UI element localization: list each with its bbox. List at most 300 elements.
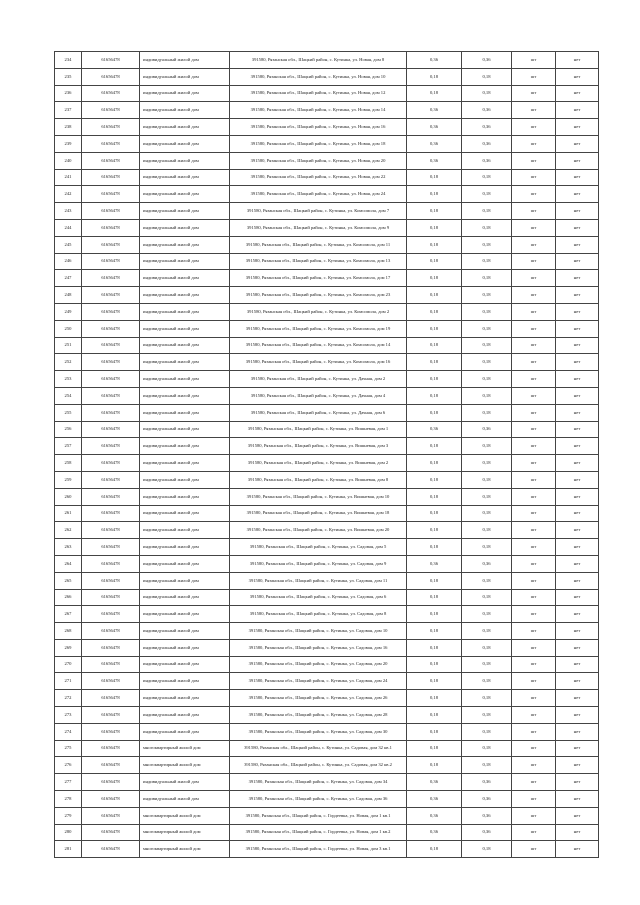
value-a-cell: 0,18 xyxy=(407,169,462,186)
flag-cell: нет xyxy=(556,740,599,757)
oktmo-code-cell: 61656478 xyxy=(82,152,140,169)
row-number-cell: 246 xyxy=(55,253,82,270)
building-type-cell: индивидуальный жилой дом xyxy=(140,371,230,388)
flag-cell: нет xyxy=(556,774,599,791)
unit-cell: шт xyxy=(512,152,556,169)
building-type-cell: индивидуальный жилой дом xyxy=(140,219,230,236)
value-a-cell: 0,18 xyxy=(407,740,462,757)
building-type-cell: многоквартирный жилой дом xyxy=(140,757,230,774)
flag-cell: нет xyxy=(556,270,599,287)
oktmo-code-cell: 61656478 xyxy=(82,824,140,841)
address-cell: 391580, Рязанская обл., Шацкий район, с. Кутинка, ул. Садовая, дом 32 кв.2 xyxy=(230,757,407,774)
value-a-cell: 0,18 xyxy=(407,841,462,858)
address-cell: 391580, Рязанская обл., Шацкий район, с. Кутинка, ул. Вишневая, дом 8 xyxy=(230,471,407,488)
address-cell: 391580, Рязанская обл., Шацкий район, с. Кутинка, ул. Новая, дом 10 xyxy=(230,68,407,85)
building-type-cell: индивидуальный жилой дом xyxy=(140,135,230,152)
unit-cell: шт xyxy=(512,337,556,354)
value-b-cell: 0,18 xyxy=(462,387,512,404)
oktmo-code-cell: 61656478 xyxy=(82,253,140,270)
flag-cell: нет xyxy=(556,488,599,505)
table-row xyxy=(55,791,599,808)
value-a-cell: 0,36 xyxy=(407,824,462,841)
building-type-cell: индивидуальный жилой дом xyxy=(140,471,230,488)
building-type-cell: индивидуальный жилой дом xyxy=(140,253,230,270)
table-row xyxy=(55,723,599,740)
row-number-cell: 270 xyxy=(55,656,82,673)
value-a-cell: 0,18 xyxy=(407,623,462,640)
address-cell: 391580, Рязанская обл., Шацкий район, с. Кутинка, ул. Комсомола, дом 2 xyxy=(230,303,407,320)
unit-cell: шт xyxy=(512,471,556,488)
row-number-cell: 241 xyxy=(55,169,82,186)
building-type-cell: индивидуальный жилой дом xyxy=(140,673,230,690)
oktmo-code-cell: 61656478 xyxy=(82,270,140,287)
flag-cell: нет xyxy=(556,287,599,304)
address-cell: 391580, Рязанская обл., Шацкий район, с. Кутинка, ул. Садовая, дом 24 xyxy=(230,673,407,690)
value-b-cell: 0,18 xyxy=(462,522,512,539)
oktmo-code-cell: 61656478 xyxy=(82,387,140,404)
unit-cell: шт xyxy=(512,102,556,119)
building-type-cell: индивидуальный жилой дом xyxy=(140,236,230,253)
building-type-cell: индивидуальный жилой дом xyxy=(140,555,230,572)
flag-cell: нет xyxy=(556,186,599,203)
row-number-cell: 245 xyxy=(55,236,82,253)
building-type-cell: индивидуальный жилой дом xyxy=(140,186,230,203)
flag-cell: нет xyxy=(556,606,599,623)
building-type-cell: индивидуальный жилой дом xyxy=(140,505,230,522)
flag-cell: нет xyxy=(556,438,599,455)
table-row xyxy=(55,236,599,253)
row-number-cell: 275 xyxy=(55,740,82,757)
row-number-cell: 281 xyxy=(55,841,82,858)
unit-cell: шт xyxy=(512,119,556,136)
table-row xyxy=(55,371,599,388)
value-a-cell: 0,18 xyxy=(407,438,462,455)
oktmo-code-cell: 61656478 xyxy=(82,539,140,556)
oktmo-code-cell: 61656478 xyxy=(82,723,140,740)
unit-cell: шт xyxy=(512,354,556,371)
flag-cell: нет xyxy=(556,169,599,186)
oktmo-code-cell: 61656478 xyxy=(82,555,140,572)
flag-cell: нет xyxy=(556,303,599,320)
table-row xyxy=(55,152,599,169)
value-b-cell: 0,18 xyxy=(462,673,512,690)
flag-cell: нет xyxy=(556,119,599,136)
value-a-cell: 0,18 xyxy=(407,606,462,623)
oktmo-code-cell: 61656478 xyxy=(82,371,140,388)
value-a-cell: 0,18 xyxy=(407,270,462,287)
value-a-cell: 0,18 xyxy=(407,690,462,707)
unit-cell: шт xyxy=(512,488,556,505)
building-type-cell: многоквартирный жилой дом xyxy=(140,824,230,841)
flag-cell: нет xyxy=(556,505,599,522)
value-b-cell: 0,36 xyxy=(462,555,512,572)
row-number-cell: 248 xyxy=(55,287,82,304)
flag-cell: нет xyxy=(556,555,599,572)
flag-cell: нет xyxy=(556,707,599,724)
address-cell: 391580, Рязанская обл., Шацкий район, с. Кутинка, ул. Комсомола, дом 19 xyxy=(230,320,407,337)
value-a-cell: 0,18 xyxy=(407,354,462,371)
row-number-cell: 255 xyxy=(55,404,82,421)
value-b-cell: 0,18 xyxy=(462,656,512,673)
row-number-cell: 244 xyxy=(55,219,82,236)
table-row xyxy=(55,303,599,320)
address-cell: 391580, Рязанская обл., Шацкий район, с. Кутинка, ул. Садовая, дом 11 xyxy=(230,572,407,589)
building-type-cell: многоквартирный жилой дом xyxy=(140,841,230,858)
value-b-cell: 0,18 xyxy=(462,589,512,606)
table-row xyxy=(55,505,599,522)
address-cell: 391580, Рязанская обл., Шацкий район, с. Кутинка, ул. Садовая, дом 28 xyxy=(230,707,407,724)
value-a-cell: 0,18 xyxy=(407,656,462,673)
value-b-cell: 0,18 xyxy=(462,471,512,488)
row-number-cell: 264 xyxy=(55,555,82,572)
oktmo-code-cell: 61656478 xyxy=(82,656,140,673)
oktmo-code-cell: 61656478 xyxy=(82,807,140,824)
oktmo-code-cell: 61656478 xyxy=(82,68,140,85)
address-cell: 391580, Рязанская обл., Шацкий район, с. Кутинка, ул. Новая, дом 14 xyxy=(230,102,407,119)
address-cell: 391580, Рязанская обл., Шацкий район, с. Кутинка, ул. Садовая, дом 34 xyxy=(230,774,407,791)
row-number-cell: 237 xyxy=(55,102,82,119)
value-b-cell: 0,18 xyxy=(462,320,512,337)
oktmo-code-cell: 61656478 xyxy=(82,707,140,724)
value-b-cell: 0,18 xyxy=(462,723,512,740)
flag-cell: нет xyxy=(556,320,599,337)
value-b-cell: 0,18 xyxy=(462,203,512,220)
value-a-cell: 0,18 xyxy=(407,455,462,472)
row-number-cell: 235 xyxy=(55,68,82,85)
value-b-cell: 0,18 xyxy=(462,371,512,388)
table-row xyxy=(55,555,599,572)
address-cell: 391580, Рязанская обл., Шацкий район, с. Кутинка, ул. Комсомола, дом 16 xyxy=(230,354,407,371)
flag-cell: нет xyxy=(556,219,599,236)
row-number-cell: 234 xyxy=(55,52,82,69)
table-row xyxy=(55,572,599,589)
value-a-cell: 0,18 xyxy=(407,757,462,774)
address-cell: 391580, Рязанская обл., Шацкий район, с. Кутинка, ул. Новая, дом 12 xyxy=(230,85,407,102)
unit-cell: шт xyxy=(512,320,556,337)
building-type-cell: индивидуальный жилой дом xyxy=(140,303,230,320)
oktmo-code-cell: 61656478 xyxy=(82,673,140,690)
building-type-cell: индивидуальный жилой дом xyxy=(140,421,230,438)
row-number-cell: 254 xyxy=(55,387,82,404)
oktmo-code-cell: 61656478 xyxy=(82,186,140,203)
row-number-cell: 279 xyxy=(55,807,82,824)
value-b-cell: 0,18 xyxy=(462,186,512,203)
unit-cell: шт xyxy=(512,673,556,690)
unit-cell: шт xyxy=(512,303,556,320)
table-row xyxy=(55,623,599,640)
flag-cell: нет xyxy=(556,203,599,220)
value-b-cell: 0,18 xyxy=(462,287,512,304)
flag-cell: нет xyxy=(556,152,599,169)
address-cell: 391580, Рязанская обл., Шацкий район, с. Кутинка, ул. Вишневая, дом 3 xyxy=(230,438,407,455)
address-cell: 391580, Рязанская обл., Шацкий район, с. Кутинка, ул. Дачная, дом 4 xyxy=(230,387,407,404)
unit-cell: шт xyxy=(512,203,556,220)
address-cell: 391580, Рязанская обл., Шацкий район, с. Кутинка, ул. Садовая, дом 8 xyxy=(230,606,407,623)
value-a-cell: 0,18 xyxy=(407,253,462,270)
oktmo-code-cell: 61656478 xyxy=(82,488,140,505)
value-a-cell: 0,18 xyxy=(407,505,462,522)
oktmo-code-cell: 61656478 xyxy=(82,169,140,186)
table-row xyxy=(55,219,599,236)
building-type-cell: индивидуальный жилой дом xyxy=(140,387,230,404)
address-cell: 391580, Рязанская обл., Шацкий район, с. Гордеевка, ул. Новая, дом 1 кв.2 xyxy=(230,824,407,841)
value-a-cell: 0,18 xyxy=(407,539,462,556)
flag-cell: нет xyxy=(556,354,599,371)
address-cell: 391580, Рязанская обл., Шацкий район, с. Кутинка, ул. Новая, дом 20 xyxy=(230,152,407,169)
table-row xyxy=(55,471,599,488)
table-row xyxy=(55,522,599,539)
address-cell: 391580, Рязанская обл., Шацкий район, с. Кутинка, ул. Комсомола, дом 23 xyxy=(230,287,407,304)
row-number-cell: 273 xyxy=(55,707,82,724)
value-a-cell: 0,18 xyxy=(407,337,462,354)
building-type-cell: индивидуальный жилой дом xyxy=(140,152,230,169)
row-number-cell: 257 xyxy=(55,438,82,455)
row-number-cell: 256 xyxy=(55,421,82,438)
oktmo-code-cell: 61656478 xyxy=(82,841,140,858)
table-row xyxy=(55,387,599,404)
row-number-cell: 271 xyxy=(55,673,82,690)
oktmo-code-cell: 61656478 xyxy=(82,337,140,354)
value-b-cell: 0,18 xyxy=(462,85,512,102)
value-a-cell: 0,36 xyxy=(407,774,462,791)
oktmo-code-cell: 61656478 xyxy=(82,303,140,320)
flag-cell: нет xyxy=(556,404,599,421)
value-a-cell: 0,18 xyxy=(407,723,462,740)
flag-cell: нет xyxy=(556,371,599,388)
value-b-cell: 0,18 xyxy=(462,219,512,236)
building-type-cell: индивидуальный жилой дом xyxy=(140,270,230,287)
unit-cell: шт xyxy=(512,707,556,724)
unit-cell: шт xyxy=(512,186,556,203)
row-number-cell: 268 xyxy=(55,623,82,640)
unit-cell: шт xyxy=(512,522,556,539)
flag-cell: нет xyxy=(556,455,599,472)
value-a-cell: 0,18 xyxy=(407,85,462,102)
oktmo-code-cell: 61656478 xyxy=(82,135,140,152)
table-row xyxy=(55,421,599,438)
building-type-cell: многоквартирный жилой дом xyxy=(140,807,230,824)
row-number-cell: 265 xyxy=(55,572,82,589)
value-a-cell: 0,18 xyxy=(407,387,462,404)
address-cell: 391580, Рязанская обл., Шацкий район, с. Кутинка, ул. Садовая, дом 5 xyxy=(230,539,407,556)
unit-cell: шт xyxy=(512,841,556,858)
row-number-cell: 261 xyxy=(55,505,82,522)
row-number-cell: 276 xyxy=(55,757,82,774)
table-row xyxy=(55,438,599,455)
address-cell: 391580, Рязанская обл., Шацкий район, с. Кутинка, ул. Комсомола, дом 14 xyxy=(230,337,407,354)
flag-cell: нет xyxy=(556,539,599,556)
value-b-cell: 0,18 xyxy=(462,488,512,505)
address-cell: 391580, Рязанская обл., Шацкий район, с. Кутинка, ул. Садовая, дом 9 xyxy=(230,555,407,572)
value-a-cell: 0,18 xyxy=(407,404,462,421)
value-a-cell: 0,18 xyxy=(407,186,462,203)
oktmo-code-cell: 61656478 xyxy=(82,320,140,337)
flag-cell: нет xyxy=(556,791,599,808)
row-number-cell: 242 xyxy=(55,186,82,203)
table-row xyxy=(55,135,599,152)
table-row xyxy=(55,774,599,791)
oktmo-code-cell: 61656478 xyxy=(82,404,140,421)
value-b-cell: 0,18 xyxy=(462,438,512,455)
building-type-cell: индивидуальный жилой дом xyxy=(140,52,230,69)
table-row xyxy=(55,488,599,505)
unit-cell: шт xyxy=(512,387,556,404)
row-number-cell: 249 xyxy=(55,303,82,320)
flag-cell: нет xyxy=(556,85,599,102)
building-type-cell: индивидуальный жилой дом xyxy=(140,85,230,102)
address-cell: 391580, Рязанская обл., Шацкий район, с. Кутинка, ул. Вишневая, дом 18 xyxy=(230,505,407,522)
oktmo-code-cell: 61656478 xyxy=(82,455,140,472)
building-type-cell: индивидуальный жилой дом xyxy=(140,623,230,640)
oktmo-code-cell: 61656478 xyxy=(82,623,140,640)
value-a-cell: 0,36 xyxy=(407,791,462,808)
table-row xyxy=(55,253,599,270)
oktmo-code-cell: 61656478 xyxy=(82,522,140,539)
table-row xyxy=(55,539,599,556)
unit-cell: шт xyxy=(512,52,556,69)
table-row xyxy=(55,169,599,186)
row-number-cell: 263 xyxy=(55,539,82,556)
registry-table xyxy=(54,51,599,858)
building-type-cell: индивидуальный жилой дом xyxy=(140,539,230,556)
unit-cell: шт xyxy=(512,807,556,824)
unit-cell: шт xyxy=(512,236,556,253)
value-b-cell: 0,18 xyxy=(462,690,512,707)
building-type-cell: многоквартирный жилой дом xyxy=(140,740,230,757)
row-number-cell: 251 xyxy=(55,337,82,354)
building-type-cell: индивидуальный жилой дом xyxy=(140,723,230,740)
flag-cell: нет xyxy=(556,253,599,270)
table-row xyxy=(55,673,599,690)
row-number-cell: 247 xyxy=(55,270,82,287)
flag-cell: нет xyxy=(556,690,599,707)
flag-cell: нет xyxy=(556,807,599,824)
row-number-cell: 274 xyxy=(55,723,82,740)
unit-cell: шт xyxy=(512,68,556,85)
value-b-cell: 0,18 xyxy=(462,236,512,253)
table-row xyxy=(55,639,599,656)
address-cell: 391580, Рязанская обл., Шацкий район, с. Кутинка, ул. Комсомола, дом 13 xyxy=(230,253,407,270)
value-a-cell: 0,36 xyxy=(407,807,462,824)
address-cell: 391580, Рязанская обл., Шацкий район, с. Кутинка, ул. Новая, дом 18 xyxy=(230,135,407,152)
unit-cell: шт xyxy=(512,270,556,287)
table-row xyxy=(55,707,599,724)
value-a-cell: 0,36 xyxy=(407,135,462,152)
value-a-cell: 0,36 xyxy=(407,52,462,69)
row-number-cell: 236 xyxy=(55,85,82,102)
building-type-cell: индивидуальный жилой дом xyxy=(140,589,230,606)
value-a-cell: 0,18 xyxy=(407,522,462,539)
oktmo-code-cell: 61656478 xyxy=(82,791,140,808)
value-b-cell: 0,18 xyxy=(462,539,512,556)
table-row xyxy=(55,404,599,421)
unit-cell: шт xyxy=(512,169,556,186)
oktmo-code-cell: 61656478 xyxy=(82,572,140,589)
unit-cell: шт xyxy=(512,421,556,438)
unit-cell: шт xyxy=(512,623,556,640)
unit-cell: шт xyxy=(512,539,556,556)
building-type-cell: индивидуальный жилой дом xyxy=(140,102,230,119)
unit-cell: шт xyxy=(512,371,556,388)
value-a-cell: 0,36 xyxy=(407,119,462,136)
oktmo-code-cell: 61656478 xyxy=(82,52,140,69)
flag-cell: нет xyxy=(556,471,599,488)
table-row xyxy=(55,337,599,354)
building-type-cell: индивидуальный жилой дом xyxy=(140,707,230,724)
flag-cell: нет xyxy=(556,102,599,119)
value-b-cell: 0,18 xyxy=(462,740,512,757)
flag-cell: нет xyxy=(556,572,599,589)
table-row xyxy=(55,455,599,472)
building-type-cell: индивидуальный жилой дом xyxy=(140,438,230,455)
row-number-cell: 269 xyxy=(55,639,82,656)
flag-cell: нет xyxy=(556,757,599,774)
building-type-cell: индивидуальный жилой дом xyxy=(140,119,230,136)
unit-cell: шт xyxy=(512,690,556,707)
oktmo-code-cell: 61656478 xyxy=(82,438,140,455)
unit-cell: шт xyxy=(512,824,556,841)
address-cell: 391580, Рязанская обл., Шацкий район, с. Гордеевка, ул. Новая, дом 3 кв.1 xyxy=(230,841,407,858)
value-b-cell: 0,18 xyxy=(462,707,512,724)
value-b-cell: 0,36 xyxy=(462,421,512,438)
address-cell: 391580, Рязанская обл., Шацкий район, с. Кутинка, ул. Дачная, дом 6 xyxy=(230,404,407,421)
oktmo-code-cell: 61656478 xyxy=(82,606,140,623)
unit-cell: шт xyxy=(512,656,556,673)
value-a-cell: 0,18 xyxy=(407,303,462,320)
unit-cell: шт xyxy=(512,791,556,808)
oktmo-code-cell: 61656478 xyxy=(82,505,140,522)
address-cell: 391580, Рязанская обл., Шацкий район, с. Кутинка, ул. Садовая, дом 26 xyxy=(230,690,407,707)
flag-cell: нет xyxy=(556,135,599,152)
address-cell: 391580, Рязанская обл., Шацкий район, с. Кутинка, ул. Садовая, дом 32 кв.1 xyxy=(230,740,407,757)
value-a-cell: 0,18 xyxy=(407,68,462,85)
row-number-cell: 272 xyxy=(55,690,82,707)
row-number-cell: 258 xyxy=(55,455,82,472)
building-type-cell: индивидуальный жилой дом xyxy=(140,169,230,186)
unit-cell: шт xyxy=(512,253,556,270)
table-row xyxy=(55,740,599,757)
table-row xyxy=(55,119,599,136)
unit-cell: шт xyxy=(512,723,556,740)
building-type-cell: индивидуальный жилой дом xyxy=(140,68,230,85)
value-b-cell: 0,18 xyxy=(462,303,512,320)
oktmo-code-cell: 61656478 xyxy=(82,287,140,304)
value-b-cell: 0,18 xyxy=(462,757,512,774)
building-type-cell: индивидуальный жилой дом xyxy=(140,774,230,791)
value-a-cell: 0,18 xyxy=(407,203,462,220)
unit-cell: шт xyxy=(512,757,556,774)
address-cell: 391580, Рязанская обл., Шацкий район, с. Кутинка, ул. Новая, дом 8 xyxy=(230,52,407,69)
row-number-cell: 240 xyxy=(55,152,82,169)
row-number-cell: 253 xyxy=(55,371,82,388)
building-type-cell: индивидуальный жилой дом xyxy=(140,572,230,589)
building-type-cell: индивидуальный жилой дом xyxy=(140,354,230,371)
value-a-cell: 0,18 xyxy=(407,320,462,337)
building-type-cell: индивидуальный жилой дом xyxy=(140,287,230,304)
address-cell: 391580, Рязанская обл., Шацкий район, с. Кутинка, ул. Вишневая, дом 1 xyxy=(230,421,407,438)
oktmo-code-cell: 61656478 xyxy=(82,757,140,774)
building-type-cell: индивидуальный жилой дом xyxy=(140,488,230,505)
address-cell: 391580, Рязанская обл., Шацкий район, с. Кутинка, ул. Комсомола, дом 17 xyxy=(230,270,407,287)
value-a-cell: 0,18 xyxy=(407,673,462,690)
table-row xyxy=(55,589,599,606)
address-cell: 391580, Рязанская обл., Шацкий район, с. Кутинка, ул. Комсомола, дом 11 xyxy=(230,236,407,253)
value-a-cell: 0,18 xyxy=(407,589,462,606)
flag-cell: нет xyxy=(556,723,599,740)
unit-cell: шт xyxy=(512,572,556,589)
value-b-cell: 0,18 xyxy=(462,572,512,589)
value-b-cell: 0,18 xyxy=(462,354,512,371)
